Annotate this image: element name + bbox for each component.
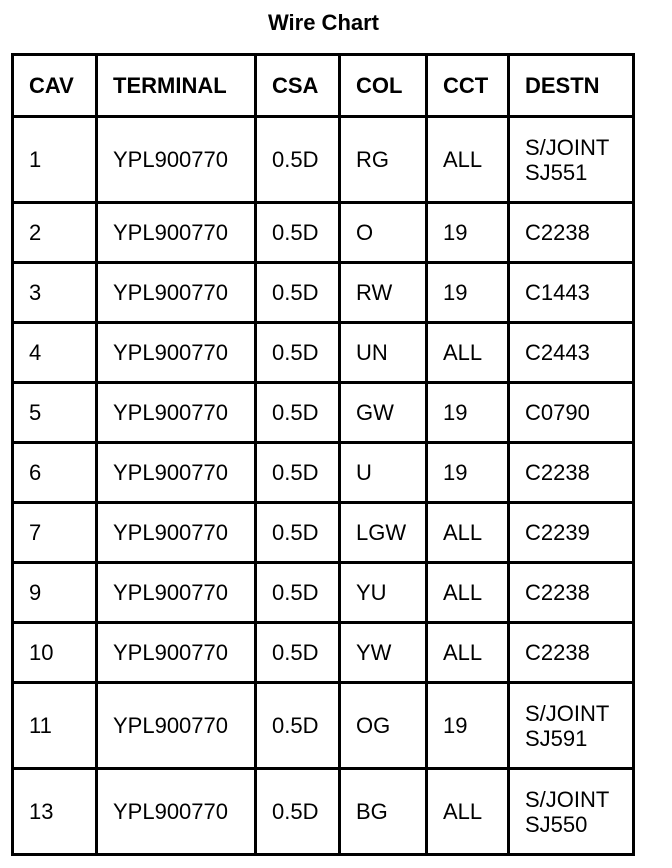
table-row [13, 623, 634, 683]
column-header-csa: CSA [256, 55, 340, 117]
cell-cct: ALL [427, 563, 509, 623]
cell-terminal: YPL900770 [97, 443, 256, 503]
cell-cct: 19 [427, 203, 509, 263]
cell-terminal: YPL900770 [97, 117, 256, 203]
destn-line: SJ551 [525, 159, 588, 185]
table-row [13, 683, 634, 769]
cell-destn [509, 503, 634, 563]
destn-line: SJ591 [525, 725, 588, 751]
cell-destn [509, 203, 634, 263]
cell-terminal: YPL900770 [97, 769, 256, 855]
destn-line: C2238 [525, 220, 590, 245]
cell-col: BG [340, 769, 427, 855]
cell-col: O [340, 203, 427, 263]
cell-cav: 10 [13, 623, 97, 683]
wire-chart-table [11, 53, 635, 856]
cell-csa: 0.5D [256, 383, 340, 443]
destn-line: C2238 [525, 460, 590, 485]
cell-cct: ALL [427, 623, 509, 683]
destn-line: C2238 [525, 580, 590, 605]
table-row [13, 563, 634, 623]
cell-cav: 2 [13, 203, 97, 263]
cell-col: U [340, 443, 427, 503]
cell-destn [509, 117, 634, 203]
cell-cav: 7 [13, 503, 97, 563]
cell-cav: 5 [13, 383, 97, 443]
column-header-cct: CCT [427, 55, 509, 117]
cell-cav: 3 [13, 263, 97, 323]
destn-line: S/JOINT [525, 700, 610, 726]
cell-destn [509, 263, 634, 323]
table-row [13, 383, 634, 443]
destn-line: C0790 [525, 400, 590, 425]
cell-terminal: YPL900770 [97, 683, 256, 769]
cell-csa: 0.5D [256, 263, 340, 323]
destn-line: SJ550 [525, 811, 588, 837]
cell-terminal: YPL900770 [97, 323, 256, 383]
cell-col: YU [340, 563, 427, 623]
cell-col: RW [340, 263, 427, 323]
cell-csa: 0.5D [256, 443, 340, 503]
cell-cct: 19 [427, 263, 509, 323]
cell-col: YW [340, 623, 427, 683]
cell-cav: 6 [13, 443, 97, 503]
cell-csa: 0.5D [256, 563, 340, 623]
table-row [13, 117, 634, 203]
cell-terminal: YPL900770 [97, 383, 256, 443]
cell-cav: 13 [13, 769, 97, 855]
cell-destn [509, 769, 634, 855]
cell-terminal: YPL900770 [97, 503, 256, 563]
destn-line: C1443 [525, 280, 590, 305]
cell-terminal: YPL900770 [97, 623, 256, 683]
cell-cct: ALL [427, 323, 509, 383]
cell-cct: ALL [427, 503, 509, 563]
cell-cct: ALL [427, 769, 509, 855]
cell-destn [509, 383, 634, 443]
cell-col: LGW [340, 503, 427, 563]
cell-csa: 0.5D [256, 117, 340, 203]
cell-csa: 0.5D [256, 203, 340, 263]
cell-col: OG [340, 683, 427, 769]
destn-line: S/JOINT [525, 786, 610, 812]
table-row [13, 203, 634, 263]
table-header-row [13, 55, 634, 117]
column-header-terminal: TERMINAL [97, 55, 256, 117]
destn-line: S/JOINT [525, 134, 610, 160]
destn-line: C2238 [525, 640, 590, 665]
table-body [13, 117, 634, 855]
table-row [13, 503, 634, 563]
cell-destn [509, 443, 634, 503]
table-row [13, 443, 634, 503]
cell-csa: 0.5D [256, 769, 340, 855]
column-header-col: COL [340, 55, 427, 117]
column-header-cav: CAV [13, 55, 97, 117]
cell-cav: 11 [13, 683, 97, 769]
table-row [13, 769, 634, 855]
cell-col: GW [340, 383, 427, 443]
cell-cct: 19 [427, 683, 509, 769]
cell-csa: 0.5D [256, 623, 340, 683]
destn-line: C2239 [525, 520, 590, 545]
cell-csa: 0.5D [256, 323, 340, 383]
table-row [13, 323, 634, 383]
cell-terminal: YPL900770 [97, 203, 256, 263]
cell-destn [509, 563, 634, 623]
cell-terminal: YPL900770 [97, 563, 256, 623]
cell-destn [509, 323, 634, 383]
cell-destn [509, 623, 634, 683]
cell-cav: 1 [13, 117, 97, 203]
cell-terminal: YPL900770 [97, 263, 256, 323]
cell-csa: 0.5D [256, 503, 340, 563]
cell-cav: 9 [13, 563, 97, 623]
cell-cav: 4 [13, 323, 97, 383]
table-row [13, 263, 634, 323]
chart-title: Wire Chart [267, 10, 380, 35]
cell-cct: ALL [427, 117, 509, 203]
cell-csa: 0.5D [256, 683, 340, 769]
cell-col: UN [340, 323, 427, 383]
destn-line: C2443 [525, 340, 590, 365]
cell-cct: 19 [427, 443, 509, 503]
column-header-destn: DESTN [509, 55, 634, 117]
cell-destn [509, 683, 634, 769]
cell-cct: 19 [427, 383, 509, 443]
cell-col: RG [340, 117, 427, 203]
